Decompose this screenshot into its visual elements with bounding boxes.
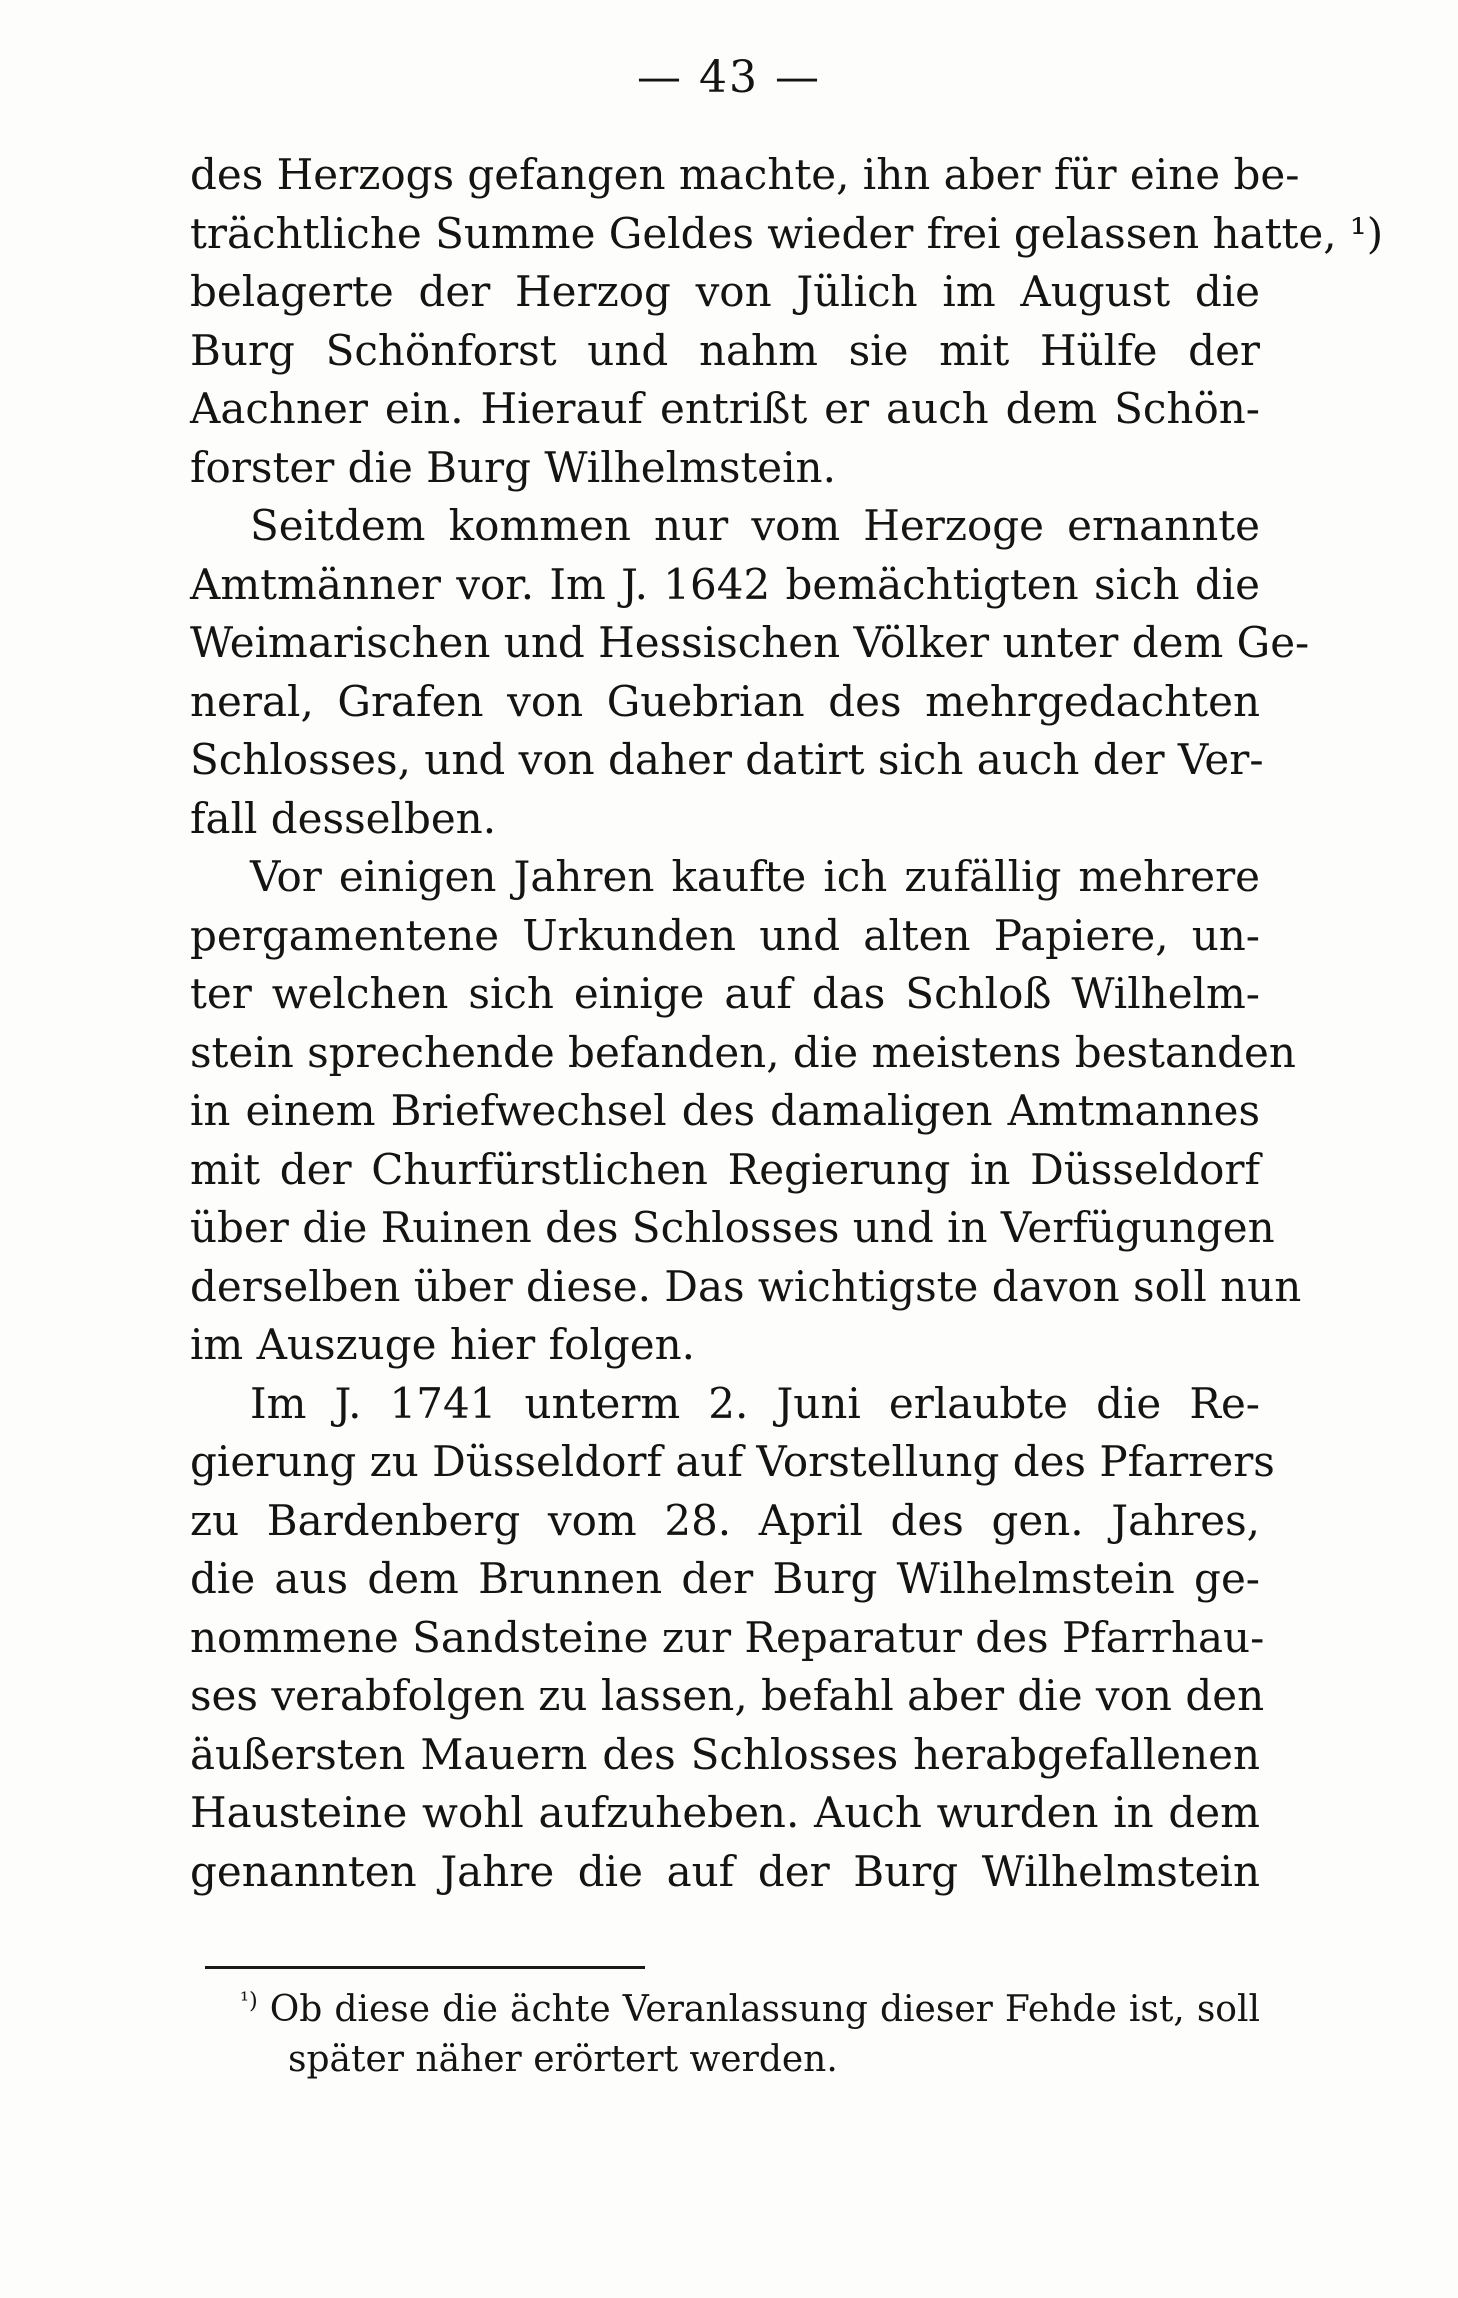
text-line: mit der Churfürstlichen Regierung in Düsseldorf <box>190 1144 1260 1194</box>
text-line: Amtmänner vor. Im J. 1642 bemächtigten sich die <box>190 559 1260 609</box>
text-line: in einem Briefwechsel des damaligen Amtmannes <box>190 1086 1260 1135</box>
footnote-line <box>240 1985 1260 2035</box>
text-line: gierung zu Düsseldorf auf Vorstellung des Pfarrers <box>190 1437 1275 1486</box>
text-line: zu Bardenberg vom 28. April des gen. Jahres, <box>190 1495 1260 1545</box>
footnote <box>240 1985 1260 2085</box>
text-line: Hausteine wohl aufzuheben. Auch wurden in dem <box>190 1788 1260 1837</box>
text-line: trächtliche Summe Geldes wieder frei gelassen hatte, ¹) <box>190 208 1384 258</box>
text-line: genannten Jahre die auf der Burg Wilhelmstein <box>190 1846 1260 1896</box>
text-line: stein sprechende befanden, die meistens bestanden <box>190 1027 1296 1077</box>
text-line: Schlosses, und von daher datirt sich auch der Ver- <box>190 735 1264 784</box>
text-line: nommene Sandsteine zur Reparatur des Pfarrhau- <box>190 1612 1265 1662</box>
text-line: pergamentene Urkunden und alten Papiere, un- <box>190 910 1260 960</box>
text-line: äußersten Mauern des Schlosses herabgefallenen <box>190 1729 1260 1779</box>
text-line: derselben über diese. Das wichtigste davon soll nun <box>190 1261 1302 1311</box>
text-line: belagerte der Herzog von Jülich im August die <box>190 267 1260 316</box>
text-line: Im J. 1741 unterm 2. Juni erlaubte die Re- <box>250 1378 1260 1428</box>
text-line: ses verabfolgen zu lassen, befahl aber die von den <box>190 1671 1265 1720</box>
text-line: die aus dem Brunnen der Burg Wilhelmstein ge- <box>190 1554 1260 1603</box>
text-line: forster die Burg Wilhelmstein. <box>190 442 836 492</box>
text-line: über die Ruinen des Schlosses und in Verfügungen <box>190 1203 1275 1252</box>
page-number: — 43 — <box>637 52 821 103</box>
text-line: Burg Schönforst und nahm sie mit Hülfe der <box>190 325 1260 375</box>
body-text <box>190 146 1384 1901</box>
footnote-line: später näher erörtert werden. <box>288 2039 838 2080</box>
text-line: fall desselben. <box>190 793 497 843</box>
footnote-marker: ¹) <box>240 1988 258 2014</box>
text-line: ter welchen sich einige auf das Schloß Wilhelm- <box>190 969 1260 1018</box>
text-line: Vor einigen Jahren kaufte ich zufällig mehrere <box>250 852 1260 901</box>
text-line: Seitdem kommen nur vom Herzoge ernannte <box>250 501 1260 550</box>
footnote-text: Ob diese die ächte Veranlassung dieser Fehde ist, soll <box>269 1989 1260 2030</box>
text-line: Aachner ein. Hierauf entrißt er auch dem Schön- <box>190 384 1260 433</box>
text-line: neral, Grafen von Guebrian des mehrgedachten <box>190 676 1260 726</box>
text-line: des Herzogs gefangen machte, ihn aber für eine be- <box>190 150 1300 199</box>
text-line: Weimarischen und Hessischen Völker unter dem Ge- <box>190 618 1310 667</box>
footnote-divider <box>205 1966 645 1969</box>
text-line: im Auszuge hier folgen. <box>190 1320 695 1369</box>
